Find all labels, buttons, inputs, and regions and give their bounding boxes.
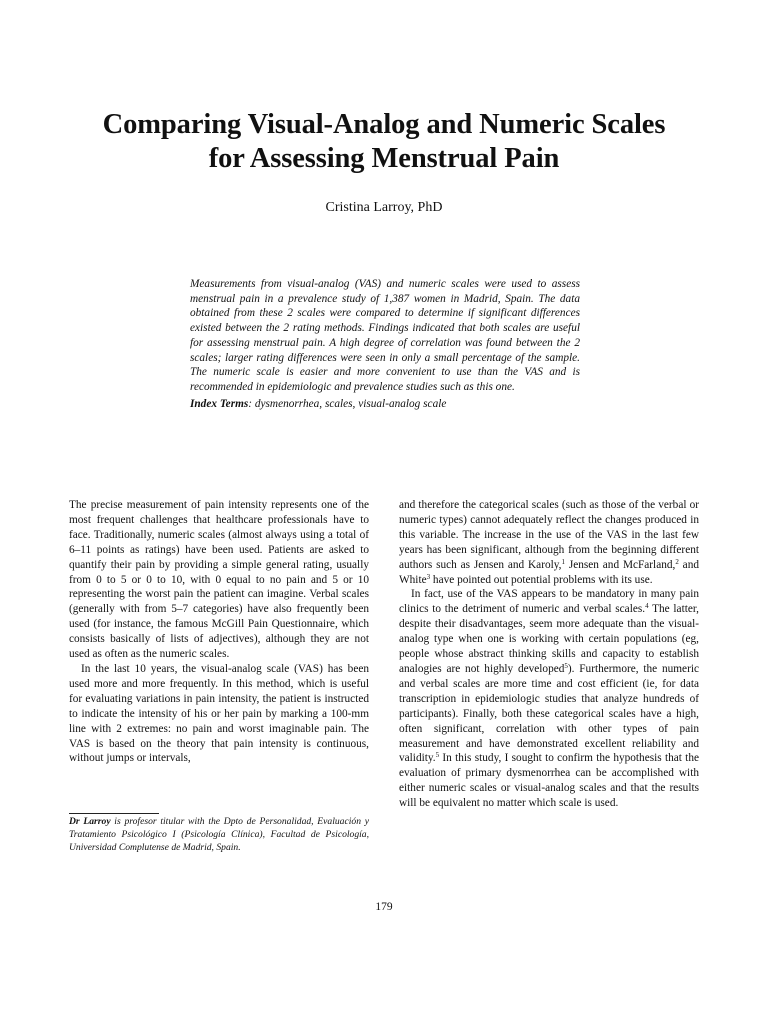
index-terms-value: dysmenorrhea, scales, visual-analog scale [254, 397, 447, 410]
right-paragraph-1 [399, 498, 699, 587]
index-terms: Index Terms: dysmenorrhea, scales, visual-analog scale [190, 397, 447, 410]
right-column [399, 498, 699, 811]
title-line-2: for Assessing Menstrual Pain [208, 143, 560, 174]
author-name: Cristina Larroy, PhD [325, 200, 443, 215]
article-title [40, 108, 728, 176]
right-p1-text-d: have pointed out potential problems with its use. [430, 573, 653, 586]
right-paragraph-2 [399, 587, 699, 811]
citation-2: 2 [675, 557, 679, 566]
citation-5: 5 [564, 661, 568, 670]
footnote-author: Dr Larroy [69, 816, 111, 827]
left-paragraph-1: The precise measurement of pain intensity represents one of the most frequent challenges that healthcare professionals have to face. Traditionally, numeric scales (almost always using a total of 6–11 points as ratings) have been used. Patients are asked to quantify their pain by providing a simple general rating, usually from 0 to 5 or 0 to 10, with 0 equal to no pain and 5 or 10 representing the worst pain the patient can imagine. Verbal scales (generally with from 5–7 categories) have also frequently been used (for instance, the famous McGill Pain Questionnaire, which consists basically of lists of adjectives), although they are not used as often as the numeric scales. [69, 499, 369, 661]
author-footnote [69, 816, 369, 854]
citation-4: 4 [645, 602, 649, 611]
index-terms-label: Index Terms [190, 397, 249, 410]
citation-1: 1 [561, 557, 565, 566]
right-p2-text-a: In fact, use of the VAS appears to be mandatory in many pain clinics to the detriment of numeric and verbal scales. [399, 588, 699, 616]
citation-5b: 5 [435, 751, 440, 760]
citation-3: 3 [426, 572, 431, 581]
title-line-1: Comparing Visual-Analog and Numeric Scales [102, 109, 666, 140]
footnote-divider [69, 813, 159, 814]
right-p2-text-b: The latter, despite their disadvantages, seem more adequate than the visual-analog type when one is working with certain populations (eg, people whose abstract thinking skills and capacity to establish analogies are not highly developed [399, 603, 700, 675]
page-number: 179 [375, 901, 393, 913]
left-column [69, 498, 369, 766]
right-p2-text-d: In this study, I sought to confirm the hypothesis that the evaluation of primary dysmenorrhea can be accomplished with either numeric scales or visual-analog scales and that the results will be equivalent no matter which scale is used. [399, 752, 699, 810]
abstract [190, 277, 580, 411]
right-p1-text-a: and therefore the categorical scales (such as those of the verbal or numeric types) cannot adequately reflect the changes produced in this variable. The increase in the use of the VAS in the last few years has been significant, although from the beginning different authors such as Jensen and Karoly, [399, 499, 699, 571]
abstract-text: Measurements from visual-analog (VAS) and numeric scales were used to assess menstrual pain in a prevalence study of 1,387 women in Madrid, Spain. The data obtained from these 2 scales were compared to determine if significant differences existed between the 2 rating methods. Findings indicated that both scales are useful for assessing menstrual pain. A high degree of correlation was found between the 2 scales; larger rating differences were seen in only a small percentage of the sample. The numeric scale is easier and more convenient to use than the VAS and is recommended in epidemiologic and prevalence studies such as this one. [190, 278, 580, 393]
left-paragraph-2: In the last 10 years, the visual-analog scale (VAS) has been used more and more frequently. In this method, which is useful for evaluating variations in pain intensity, the patient is instructed to indicate the intensity of his or her pain by marking a 100-mm line with 2 extremes: no pain and worst imaginable pain. The VAS is based on the theory that pain intensity is continuous, without jumps or intervals, [69, 662, 369, 765]
right-p2-text-c: ). Furthermore, the numeric and verbal scales are more time and cost efficient (ie, for data transcription in epidemiologic studies that analyze hundreds of participants). Finally, both these categorical scales have a high, often significant, correlation with other types of pain measurement and have demonstrated excellent reliability and validity. [399, 662, 699, 765]
right-p1-text-b: Jensen and McFarland, [564, 558, 676, 571]
right-p1-text-c: and White [399, 558, 699, 586]
footnote-affiliation: is profesor titular with the Dpto de Personalidad, Evaluación y Tratamiento Psicológico I (Psicología Clínica), Facultad de Psicología, Universidad Complutense de Madrid, Spain. [69, 816, 369, 853]
